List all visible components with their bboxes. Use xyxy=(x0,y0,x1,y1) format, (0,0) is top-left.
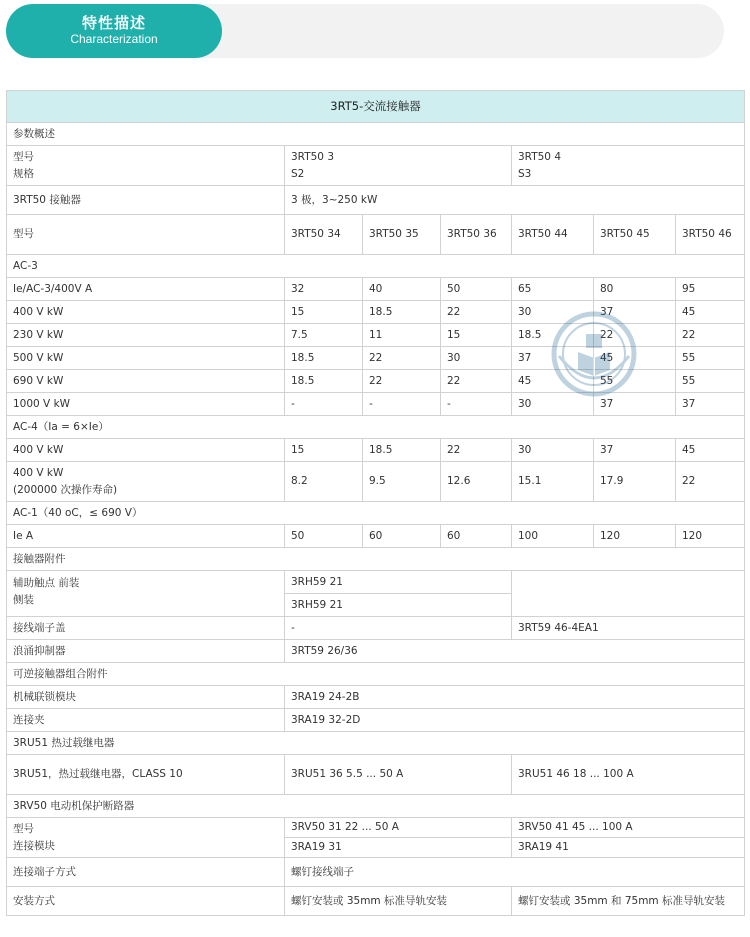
cell-value: - xyxy=(285,617,512,640)
cell-value: 37 xyxy=(594,393,676,416)
cell-value: 18.5 xyxy=(285,370,363,393)
section-title-ac3: AC-3 xyxy=(7,255,745,278)
cell-value: 22 xyxy=(363,347,441,370)
cell-value: 22 xyxy=(441,370,512,393)
table-row xyxy=(7,146,745,186)
cell-value: 3RT59 26/36 xyxy=(285,640,745,663)
cell-value: 3RU51 36 5.5 ... 50 A xyxy=(285,755,512,795)
cell-value: 螺钉接线端子 xyxy=(285,858,745,887)
cell-value: 3RT50 46 xyxy=(676,215,745,255)
row-label: 400 V kW xyxy=(7,301,285,324)
cell-value: 3RA19 24-2B xyxy=(285,686,745,709)
cell-value: 80 xyxy=(594,278,676,301)
cell-value: 9.5 xyxy=(363,462,441,502)
table-row xyxy=(7,439,745,462)
cell-value: 45 xyxy=(676,439,745,462)
cell-value: - xyxy=(285,393,363,416)
row-label: 连接夹 xyxy=(7,709,285,732)
label-line2: (200000 次操作寿命) xyxy=(13,483,118,496)
label-aux-front: 辅助触点 前装 xyxy=(13,577,80,589)
cell-value: 3RT50 44 xyxy=(512,215,594,255)
cell-value: 3RT50 35 xyxy=(363,215,441,255)
value-a2: S2 xyxy=(291,167,305,180)
cell-value: 3RA19 31 xyxy=(285,838,512,858)
section-row xyxy=(7,732,745,755)
cell-value: 15.1 xyxy=(512,462,594,502)
cell-value: 22 xyxy=(594,324,676,347)
section-row xyxy=(7,795,745,818)
cell-value: 30 xyxy=(512,439,594,462)
cell-value: 18.5 xyxy=(363,301,441,324)
table-title: 3RT5-交流接触器 xyxy=(7,91,745,123)
cell-value: 3RH59 21 xyxy=(285,594,512,617)
cell-value: 60 xyxy=(441,525,512,548)
cell-value: 18.5 xyxy=(363,439,441,462)
cell-value: 22 xyxy=(441,301,512,324)
cell-value: 3RT50 34 xyxy=(285,215,363,255)
cell-value: 螺钉安装或 35mm 标准导轨安装 xyxy=(285,887,512,916)
cell-value: 60 xyxy=(363,525,441,548)
cell-value: 55 xyxy=(594,370,676,393)
table-row xyxy=(7,640,745,663)
section-title-ac1: AC-1（40 oC，≤ 690 V） xyxy=(7,502,745,525)
cell-value: 45 xyxy=(512,370,594,393)
section-title-accessories: 接触器附件 xyxy=(7,548,745,571)
row-label: 安装方式 xyxy=(7,887,285,916)
label-spec: 规格 xyxy=(13,167,34,180)
cell-value: 17.9 xyxy=(594,462,676,502)
cell-value: 15 xyxy=(441,324,512,347)
row-label xyxy=(7,818,285,858)
banner-title-en: Characterization xyxy=(70,32,158,46)
row-label: 400 V kW xyxy=(7,439,285,462)
label-breaker-module: 连接模块 xyxy=(13,839,55,852)
table-row xyxy=(7,324,745,347)
cell-value: 22 xyxy=(441,439,512,462)
cell-value: - xyxy=(363,393,441,416)
cell-value: 45 xyxy=(676,301,745,324)
row-label: Ie/AC-3/400V A xyxy=(7,278,285,301)
cell-value: 37 xyxy=(676,393,745,416)
section-row xyxy=(7,416,745,439)
row-label xyxy=(7,571,285,617)
cell-value: 15 xyxy=(285,439,363,462)
row-label: 1000 V kW xyxy=(7,393,285,416)
cell-value: 37 xyxy=(512,347,594,370)
cell-value: 15 xyxy=(285,301,363,324)
cell-value: 7.5 xyxy=(285,324,363,347)
table-row xyxy=(7,755,745,795)
value-a1: 3RT50 3 xyxy=(291,150,335,163)
cell-value: 18.5 xyxy=(285,347,363,370)
cell-value: 3 极，3~250 kW xyxy=(285,186,745,215)
row-label: 连接端子方式 xyxy=(7,858,285,887)
cell-value: 18.5 xyxy=(512,324,594,347)
row-label: 型号 xyxy=(7,215,285,255)
cell-frame-a xyxy=(285,146,512,186)
cell-value: 3RV50 41 45 ... 100 A xyxy=(512,818,745,838)
cell-value: 120 xyxy=(676,525,745,548)
row-label xyxy=(7,146,285,186)
cell-value: 55 xyxy=(676,370,745,393)
section-title-reversing: 可逆接触器组合附件 xyxy=(7,663,745,686)
cell-value: 3RT50 36 xyxy=(441,215,512,255)
row-label: 3RU51，热过载继电器，CLASS 10 xyxy=(7,755,285,795)
row-label: 500 V kW xyxy=(7,347,285,370)
section-title-ac4: AC-4（Ia = 6×Ie） xyxy=(7,416,745,439)
section-row xyxy=(7,548,745,571)
value-b2: S3 xyxy=(518,167,532,180)
label-model: 型号 xyxy=(13,150,34,163)
table-row xyxy=(7,686,745,709)
table-row xyxy=(7,301,745,324)
table-row xyxy=(7,818,745,838)
cell-value: 32 xyxy=(285,278,363,301)
cell-value: 37 xyxy=(594,301,676,324)
cell-value: 8.2 xyxy=(285,462,363,502)
cell-value: 3RH59 21 xyxy=(285,571,512,594)
cell-frame-b xyxy=(512,146,745,186)
cell-value: 3RT50 45 xyxy=(594,215,676,255)
table-row xyxy=(7,370,745,393)
cell-value: 22 xyxy=(363,370,441,393)
row-label: 机械联锁模块 xyxy=(7,686,285,709)
table-row xyxy=(7,347,745,370)
section-title-breaker: 3RV50 电动机保护断路器 xyxy=(7,795,745,818)
row-label xyxy=(7,462,285,502)
cell-value: 40 xyxy=(363,278,441,301)
table-row xyxy=(7,393,745,416)
cell-value: 50 xyxy=(441,278,512,301)
row-label: 690 V kW xyxy=(7,370,285,393)
cell-value: 22 xyxy=(676,462,745,502)
section-row xyxy=(7,663,745,686)
value-b1: 3RT50 4 xyxy=(518,150,562,163)
cell-value: 螺钉安装或 35mm 和 75mm 标准导轨安装 xyxy=(512,887,745,916)
cell-value: 22 xyxy=(676,324,745,347)
cell-value: 120 xyxy=(594,525,676,548)
label-breaker-model: 型号 xyxy=(13,822,34,835)
section-banner xyxy=(6,4,724,58)
table-row xyxy=(7,186,745,215)
cell-value: 37 xyxy=(594,439,676,462)
cell-value: 3RV50 31 22 ... 50 A xyxy=(285,818,512,838)
section-title-params: 参数概述 xyxy=(7,123,745,146)
cell-value: 45 xyxy=(594,347,676,370)
table-row xyxy=(7,709,745,732)
row-label: 3RT50 接触器 xyxy=(7,186,285,215)
section-row xyxy=(7,123,745,146)
label-line1: 400 V kW xyxy=(13,466,64,479)
cell-value: 3RA19 32-2D xyxy=(285,709,745,732)
cell-value: 30 xyxy=(512,393,594,416)
cell-value: 65 xyxy=(512,278,594,301)
cell-value: 3RT59 46-4EA1 xyxy=(512,617,745,640)
table-row xyxy=(7,278,745,301)
table-row xyxy=(7,887,745,916)
section-row xyxy=(7,502,745,525)
table-row xyxy=(7,215,745,255)
table-row xyxy=(7,617,745,640)
row-label: 浪涌抑制器 xyxy=(7,640,285,663)
row-label: Ie A xyxy=(7,525,285,548)
cell-value: 50 xyxy=(285,525,363,548)
banner-background xyxy=(156,4,724,58)
section-title-relay: 3RU51 热过载继电器 xyxy=(7,732,745,755)
cell-value: 3RA19 41 xyxy=(512,838,745,858)
cell-value: 3RU51 46 18 ... 100 A xyxy=(512,755,745,795)
cell-value: 30 xyxy=(441,347,512,370)
table-row xyxy=(7,571,745,594)
cell-value: 100 xyxy=(512,525,594,548)
cell-value: 11 xyxy=(363,324,441,347)
cell-value: 55 xyxy=(676,347,745,370)
row-label: 230 V kW xyxy=(7,324,285,347)
cell-value: - xyxy=(441,393,512,416)
table-row xyxy=(7,462,745,502)
table-title-row xyxy=(7,91,745,123)
cell-value: 30 xyxy=(512,301,594,324)
banner-tab xyxy=(6,4,222,58)
banner-title-zh: 特性描述 xyxy=(81,14,146,32)
table-row xyxy=(7,858,745,887)
cell-value: 95 xyxy=(676,278,745,301)
table-row xyxy=(7,525,745,548)
row-label: 接线端子盖 xyxy=(7,617,285,640)
label-aux-side: 侧装 xyxy=(13,594,34,606)
section-row xyxy=(7,255,745,278)
cell-empty xyxy=(512,571,745,617)
spec-table xyxy=(6,90,745,916)
cell-value: 12.6 xyxy=(441,462,512,502)
